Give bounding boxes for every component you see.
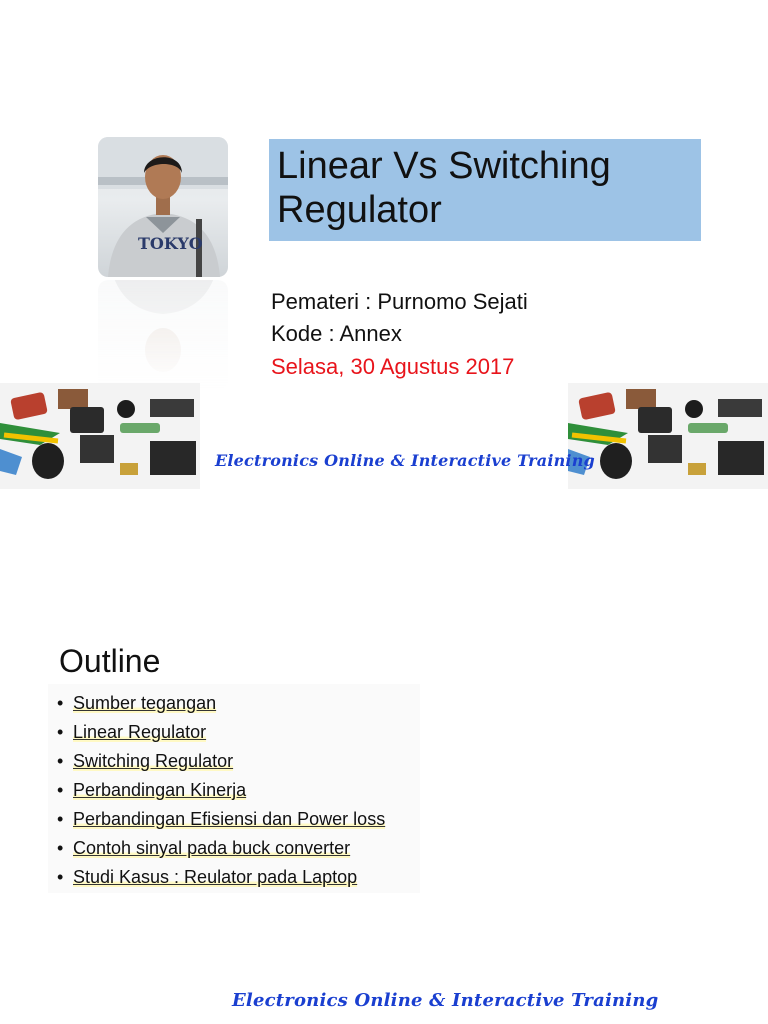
- presenter-illustration: [98, 137, 228, 277]
- presenter-photo: [98, 137, 228, 277]
- outline-link[interactable]: Perbandingan Efisiensi dan Power loss: [73, 809, 386, 829]
- outline-title: Outline: [59, 643, 161, 679]
- outline-item[interactable]: [48, 864, 420, 893]
- outline-item[interactable]: [48, 719, 420, 748]
- bullet: •: [57, 867, 64, 887]
- bullet: •: [57, 780, 64, 800]
- brand-tagline: Electronics Online & Interactive Training: [215, 451, 595, 470]
- outline-slide: [0, 512, 768, 1024]
- presenter-photo-reflection: [98, 280, 228, 390]
- components-image-right: [568, 383, 768, 489]
- outline-link[interactable]: Linear Regulator: [73, 722, 207, 742]
- code-line: Kode : Annex: [271, 321, 402, 346]
- slide-title: Linear Vs Switching Regulator: [277, 145, 611, 231]
- bullet: •: [57, 838, 64, 858]
- outline-item[interactable]: [48, 777, 420, 806]
- bullet: •: [57, 722, 64, 742]
- presenter-line: Pemateri : Purnomo Sejati: [271, 289, 528, 314]
- bullet: •: [57, 809, 64, 829]
- outline-item[interactable]: [48, 806, 420, 835]
- bullet: •: [57, 693, 64, 713]
- outline-link[interactable]: Contoh sinyal pada buck converter: [73, 838, 351, 858]
- outline-item[interactable]: [48, 690, 420, 719]
- outline-link[interactable]: Sumber tegangan: [73, 693, 217, 713]
- outline-link[interactable]: Studi Kasus : Reulator pada Laptop: [73, 867, 358, 887]
- brand-tagline: Electronics Online & Interactive Training: [232, 990, 659, 1011]
- shirt-text: TOKYO: [138, 234, 203, 253]
- outline-link[interactable]: Switching Regulator: [73, 751, 234, 771]
- components-image-left: [0, 383, 200, 489]
- outline-list: [48, 684, 420, 893]
- outline-link[interactable]: Perbandingan Kinerja: [73, 780, 247, 800]
- outline-item[interactable]: [48, 748, 420, 777]
- date-line: Selasa, 30 Agustus 2017: [271, 354, 515, 379]
- outline-item[interactable]: [48, 835, 420, 864]
- bullet: •: [57, 751, 64, 771]
